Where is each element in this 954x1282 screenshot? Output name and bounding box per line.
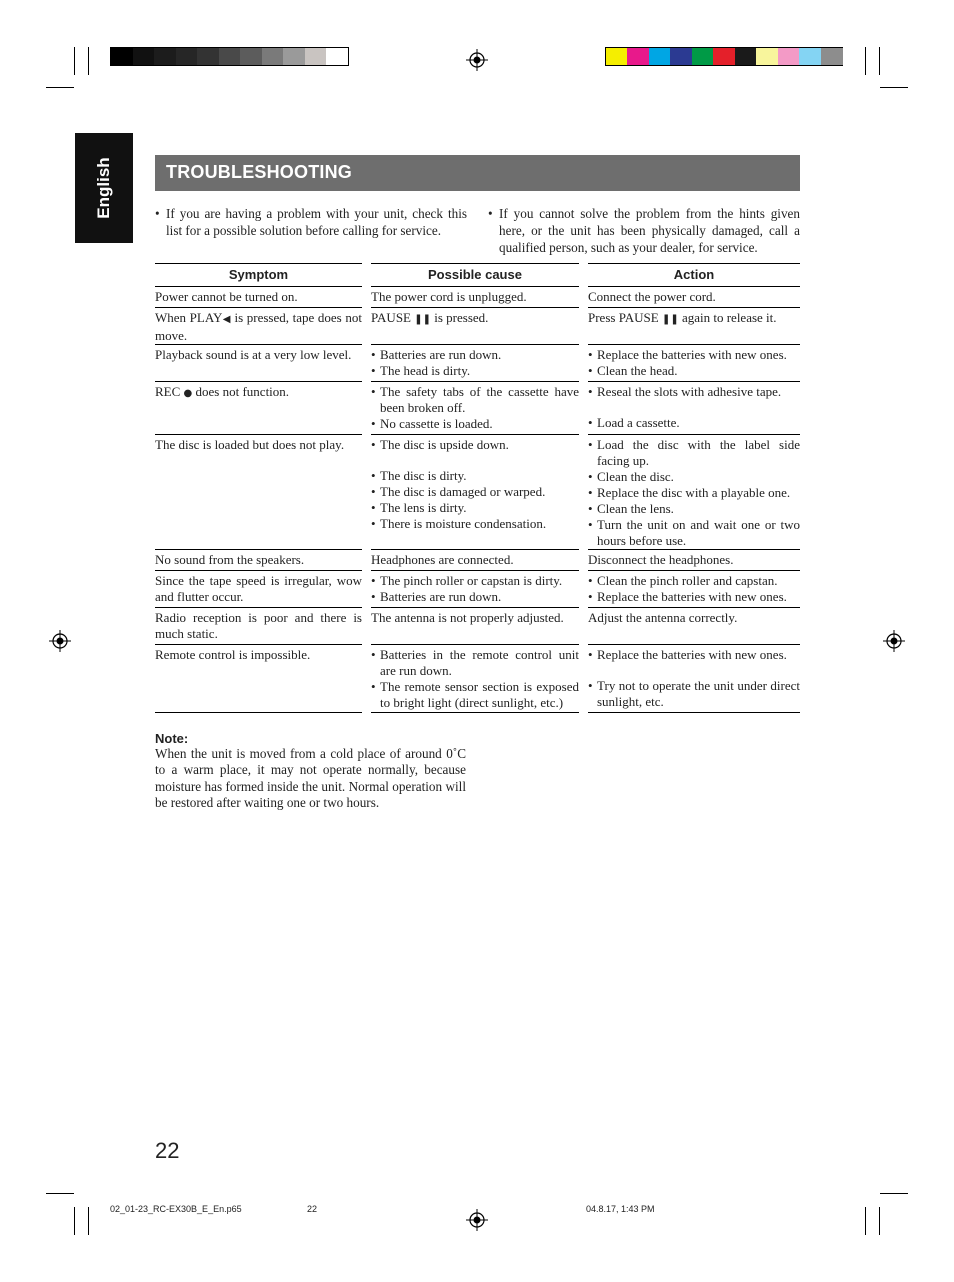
table-row: Remote control is impossible. bbox=[155, 647, 311, 662]
gray-swatch bbox=[305, 48, 327, 65]
table-row: • Load the disc with the label side facing up. • Clean the disc. • Replace the disc with a playable one. • Clean the lens. • Turn the unit on and wait one or two hours before use. bbox=[588, 437, 800, 549]
table-row: • Batteries are run down. • The head is dirty. bbox=[371, 347, 579, 379]
registration-target-icon bbox=[466, 49, 488, 71]
section-title: TROUBLESHOOTING bbox=[166, 162, 352, 182]
pause-icon: ❚❚ bbox=[414, 314, 431, 325]
gray-swatch bbox=[133, 48, 155, 65]
registration-target-icon bbox=[49, 630, 71, 652]
color-swatch bbox=[735, 48, 757, 65]
table-row: The power cord is unplugged. bbox=[371, 289, 527, 304]
gray-swatch bbox=[283, 48, 305, 65]
registration-target-icon bbox=[883, 630, 905, 652]
table-row: Since the tape speed is irregular, wow and flutter occur. bbox=[155, 573, 362, 604]
symptom-column bbox=[155, 263, 362, 713]
table-row: • Replace the batteries with new ones. • Try not to operate the unit under direct sunlight, etc. bbox=[588, 647, 800, 710]
table-row: • Clean the pinch roller and capstan. • Replace the batteries with new ones. bbox=[588, 573, 800, 605]
gray-swatch bbox=[326, 48, 348, 65]
registration-target-icon bbox=[466, 1209, 488, 1231]
table-row: Playback sound is at a very low level. bbox=[155, 347, 352, 362]
table-row: REC ● does not function. bbox=[155, 384, 290, 399]
page-number: 22 bbox=[155, 1138, 180, 1163]
table-row: PAUSE ❚❚ is pressed. bbox=[371, 310, 489, 325]
language-tab-label: English bbox=[94, 157, 113, 219]
color-swatch bbox=[713, 48, 735, 65]
section-banner bbox=[155, 155, 800, 191]
gray-swatch bbox=[154, 48, 176, 65]
table-row: Headphones are connected. bbox=[371, 552, 514, 567]
color-calibration-bar bbox=[605, 47, 843, 66]
table-row: • The safety tabs of the cassette have been broken off. • No cassette is loaded. bbox=[371, 384, 579, 432]
gray-swatch bbox=[176, 48, 198, 65]
action-header: Action bbox=[588, 263, 800, 287]
table-row: • Batteries in the remote control unit are run down. • The remote sensor section is exposed to bright light (direct sunlight, etc.) bbox=[371, 647, 579, 711]
table-row: The antenna is not properly adjusted. bbox=[371, 610, 564, 625]
color-swatch bbox=[778, 48, 800, 65]
gray-swatch bbox=[197, 48, 219, 65]
record-icon: ● bbox=[183, 388, 193, 399]
note-heading: Note: bbox=[155, 731, 189, 746]
intro-left-text: If you are having a problem with your unit, check this list for a possible solution before calling for service. bbox=[166, 206, 467, 238]
intro-right: • If you cannot solve the problem from the hints given here, or the unit has been physically damaged, call a qualified person, such as your dealer, for service. bbox=[488, 206, 800, 255]
table-row: • Replace the batteries with new ones. • Clean the head. bbox=[588, 347, 800, 379]
color-swatch bbox=[692, 48, 714, 65]
table-row: No sound from the speakers. bbox=[155, 552, 305, 567]
gray-swatch bbox=[240, 48, 262, 65]
pause-icon: ❚❚ bbox=[661, 314, 679, 325]
table-row: The disc is loaded but does not play. bbox=[155, 437, 345, 452]
gray-calibration-bar bbox=[110, 47, 349, 66]
color-swatch bbox=[799, 48, 821, 65]
note-text: When the unit is moved from a cold place of around 0˚C to a warm place, it may not operate normally, because moisture has formed inside the unit. Normal operation will be restored after waiting one or two hours. bbox=[155, 746, 466, 810]
footer-page: 22 bbox=[307, 1204, 318, 1214]
symptom-header: Symptom bbox=[155, 263, 362, 287]
table-row: Press PAUSE ❚❚ again to release it. bbox=[588, 310, 777, 325]
gray-swatch bbox=[111, 48, 133, 65]
color-swatch bbox=[670, 48, 692, 65]
gray-swatch bbox=[262, 48, 284, 65]
table-row: • Reseal the slots with adhesive tape. • Load a cassette. bbox=[588, 384, 800, 431]
color-swatch bbox=[756, 48, 778, 65]
intro-left: • If you are having a problem with your unit, check this list for a possible solution before calling for service. bbox=[155, 206, 467, 238]
color-swatch bbox=[627, 48, 649, 65]
play-icon: ◀ bbox=[222, 314, 231, 325]
color-swatch bbox=[649, 48, 671, 65]
table-row: Disconnect the headphones. bbox=[588, 552, 734, 567]
cause-column bbox=[371, 263, 579, 713]
table-row: • The disc is upside down. • The disc is dirty. • The disc is damaged or warped. • The lens is dirty. • There is moisture condensation. bbox=[371, 437, 579, 532]
color-swatch bbox=[606, 48, 628, 65]
footer-date: 04.8.17, 1:43 PM bbox=[586, 1204, 655, 1214]
footer-file: 02_01-23_RC-EX30B_E_En.p65 bbox=[110, 1204, 242, 1214]
cause-header: Possible cause bbox=[371, 263, 579, 287]
gray-swatch bbox=[219, 48, 241, 65]
table-row: Connect the power cord. bbox=[588, 289, 716, 304]
language-tab bbox=[75, 133, 133, 243]
table-row: Radio reception is poor and there is much static. bbox=[155, 610, 362, 641]
table-row: Adjust the antenna correctly. bbox=[588, 610, 738, 625]
table-row: Power cannot be turned on. bbox=[155, 289, 298, 304]
intro-right-text: If you cannot solve the problem from the hints given here, or the unit has been physically damaged, call a qualified person, such as your dealer, for service. bbox=[499, 206, 800, 255]
table-row: When PLAY◀ is pressed, tape does not move. bbox=[155, 310, 362, 343]
table-row: • The pinch roller or capstan is dirty. • Batteries are run down. bbox=[371, 573, 579, 605]
color-swatch bbox=[821, 48, 843, 65]
action-column bbox=[588, 263, 800, 713]
